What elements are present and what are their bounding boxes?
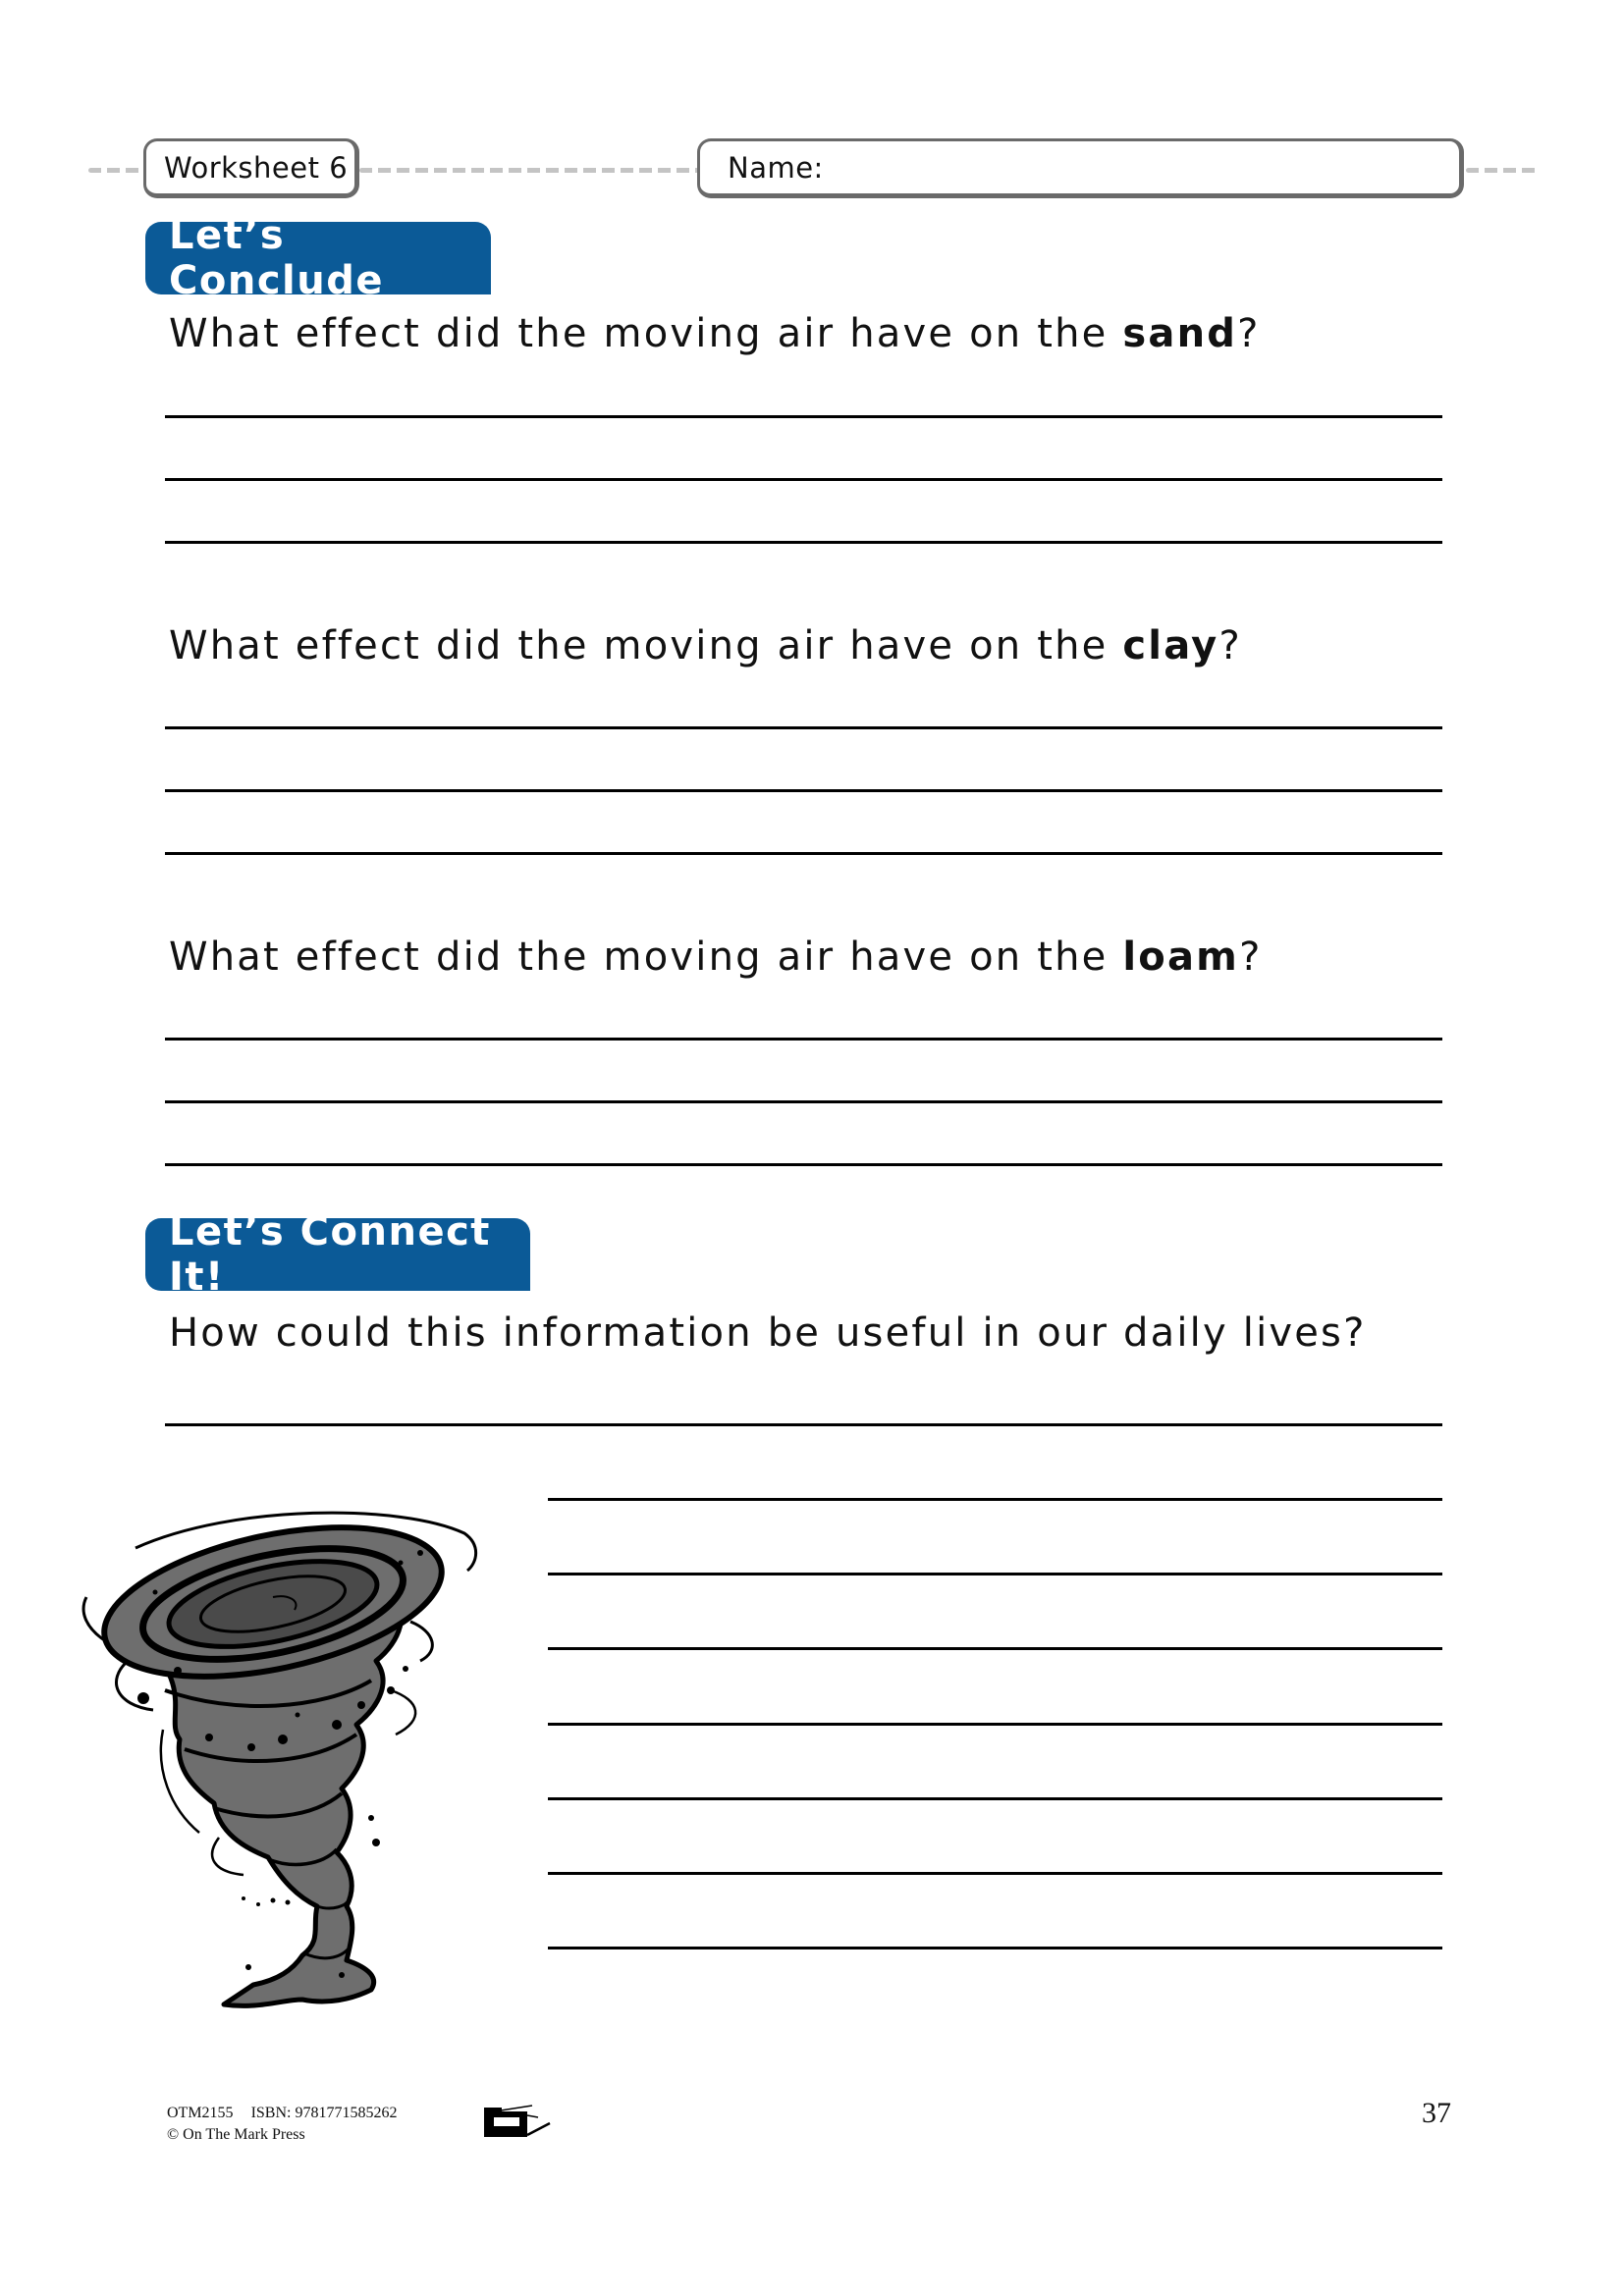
question-sand-suffix: ? (1237, 311, 1261, 356)
answer-line-connect-6[interactable] (548, 1872, 1442, 1875)
question-loam-suffix: ? (1239, 934, 1263, 980)
question-sand (169, 311, 1261, 356)
product-code: OTM2155 (167, 2105, 234, 2121)
header-dash-left (88, 168, 145, 173)
lets-conclude-badge (145, 213, 491, 303)
answer-line-sand-1[interactable] (165, 415, 1442, 418)
name-label: Name: (728, 150, 824, 185)
question-loam-prefix: What effect did the moving air have on the (169, 934, 1123, 980)
lets-connect-title: Let’s Connect It! (169, 1209, 491, 1300)
lets-connect-badge (145, 1209, 530, 1300)
answer-line-clay-1[interactable] (165, 726, 1442, 729)
answer-line-connect-3[interactable] (548, 1647, 1442, 1650)
question-clay-suffix: ? (1218, 623, 1242, 668)
answer-line-connect-full[interactable] (165, 1423, 1442, 1426)
tornado-icon (77, 1494, 489, 2024)
header-dash-middle (359, 168, 699, 173)
question-connect-text: How could this information be useful in our daily lives? (169, 1310, 1367, 1356)
name-field[interactable] (697, 138, 1464, 198)
footer-meta (167, 2103, 397, 2146)
answer-line-connect-7[interactable] (548, 1947, 1442, 1949)
worksheet-label: Worksheet 6 (164, 150, 349, 185)
answer-line-loam-2[interactable] (165, 1100, 1442, 1103)
question-clay-keyword: clay (1122, 623, 1219, 668)
answer-line-clay-3[interactable] (165, 852, 1442, 855)
answer-line-sand-2[interactable] (165, 478, 1442, 481)
question-loam (169, 934, 1263, 980)
lets-conclude-title: Let’s Conclude (169, 213, 384, 303)
question-sand-prefix: What effect did the moving air have on the (169, 311, 1123, 356)
page-number: 37 (1422, 2097, 1451, 2129)
answer-line-connect-1[interactable] (548, 1498, 1442, 1501)
answer-line-sand-3[interactable] (165, 541, 1442, 544)
copyright: © On The Mark Press (167, 2126, 305, 2143)
header-dash-right (1466, 168, 1537, 173)
question-connect (169, 1310, 1367, 1356)
question-clay-prefix: What effect did the moving air have on the (169, 623, 1123, 668)
worksheet-label-box (143, 138, 359, 198)
answer-line-clay-2[interactable] (165, 789, 1442, 792)
answer-line-connect-2[interactable] (548, 1573, 1442, 1575)
answer-line-loam-1[interactable] (165, 1038, 1442, 1041)
photocopier-icon (481, 2102, 560, 2141)
footer-line-1 (167, 2103, 397, 2124)
question-clay (169, 623, 1242, 668)
question-loam-keyword: loam (1122, 934, 1240, 980)
answer-line-loam-3[interactable] (165, 1163, 1442, 1166)
isbn: ISBN: 9781771585262 (250, 2105, 398, 2121)
answer-line-connect-4[interactable] (548, 1723, 1442, 1726)
question-sand-keyword: sand (1122, 311, 1238, 356)
answer-line-connect-5[interactable] (548, 1797, 1442, 1800)
